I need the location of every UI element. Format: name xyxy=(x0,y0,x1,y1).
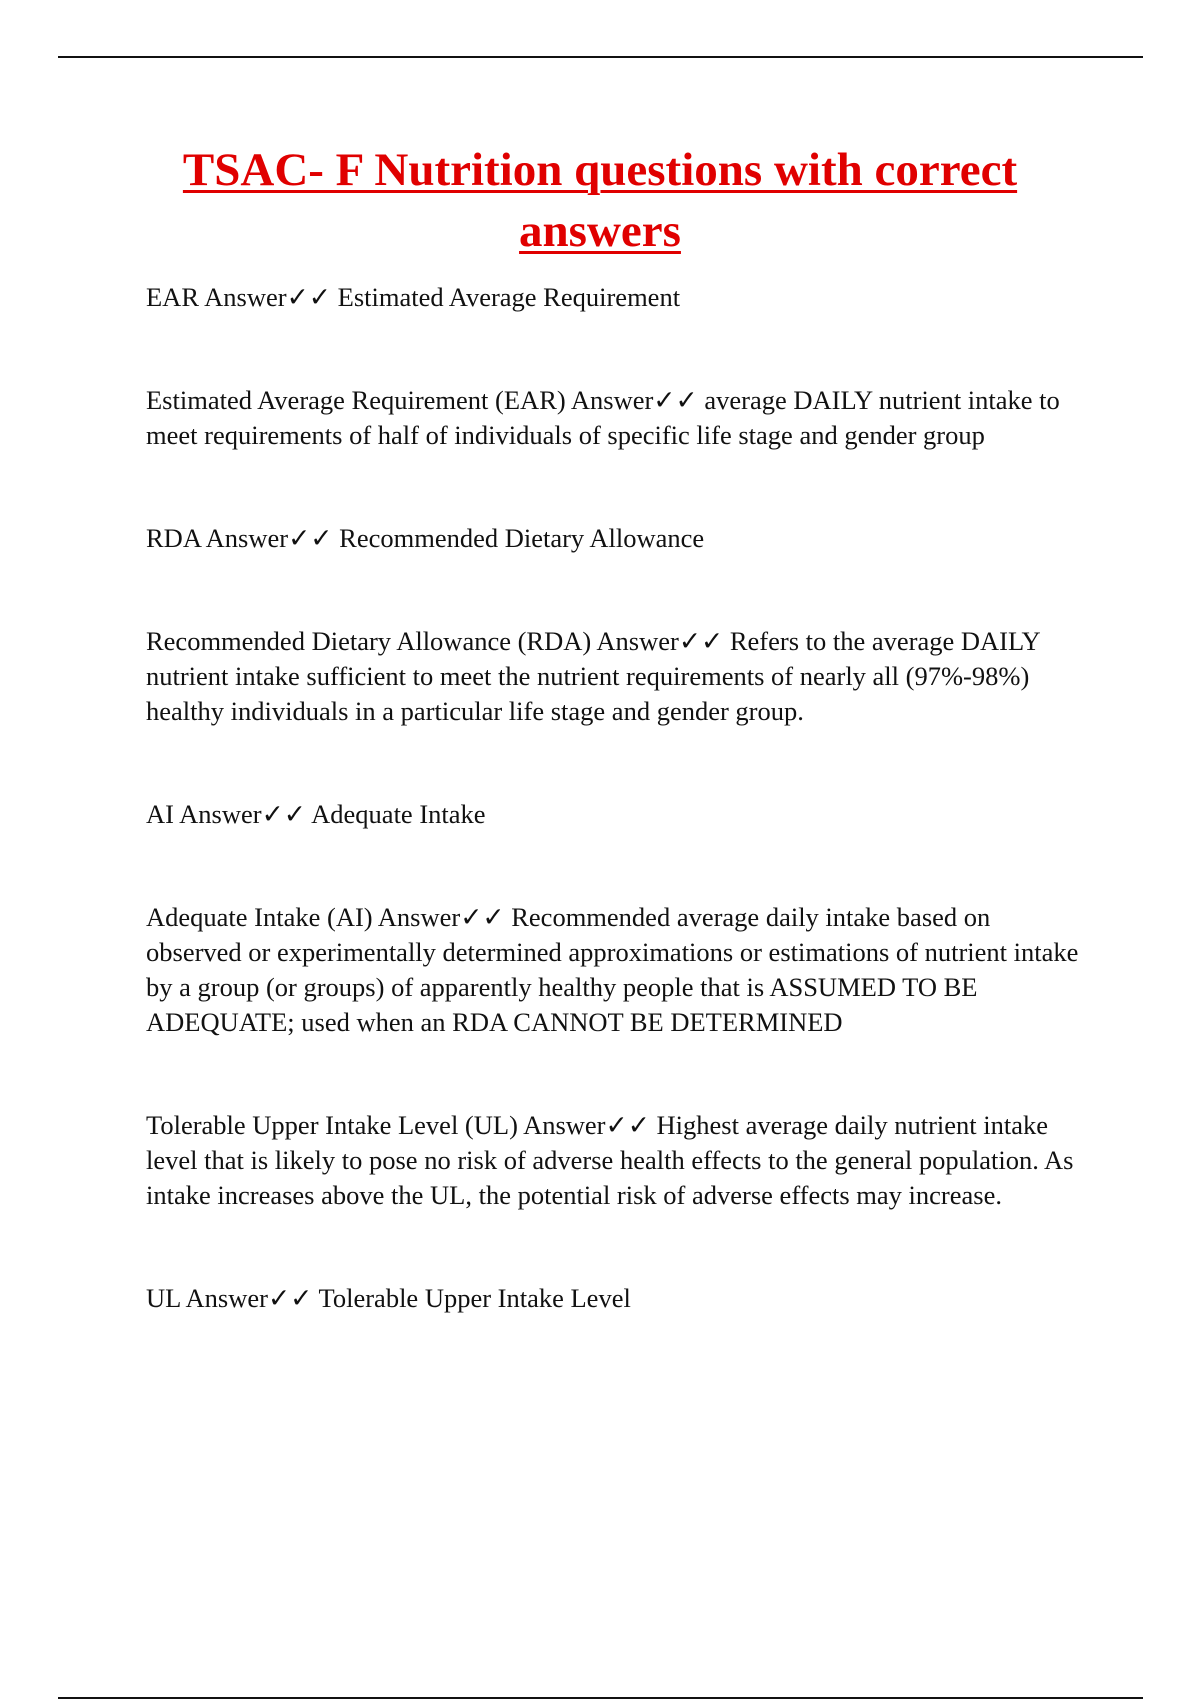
entry-answer-marker: Answer✓✓ xyxy=(377,902,505,932)
qa-entry-rda xyxy=(146,521,1086,556)
entry-answer-marker: Answer✓✓ xyxy=(179,799,306,829)
entry-answer: average DAILY nutrient intake to meet requirements of half of individuals of specific life stage and gender group xyxy=(146,385,1067,450)
document-title: TSAC- F Nutrition questions with correct answers xyxy=(182,144,1018,257)
qa-entry-ul-definition xyxy=(146,1108,1086,1213)
qa-entry-ul xyxy=(146,1281,1086,1316)
qa-list xyxy=(146,280,1086,1384)
top-rule xyxy=(58,56,1143,58)
qa-entry-ear xyxy=(146,280,1086,315)
entry-answer-marker: Answer✓✓ xyxy=(523,1110,650,1140)
entry-answer: Recommended average daily intake based on observed or experimentally determined approximations or estimations of nutrient intake by a group (or groups) of apparently healthy people that is ASSUMED TO BE ADEQUATE; used when an RDA CANNOT BE DETERMINED xyxy=(146,902,1086,1037)
entry-term: RDA xyxy=(146,523,201,553)
qa-entry-rda-definition xyxy=(146,624,1086,729)
qa-entry-ai xyxy=(146,797,1086,832)
entry-term: Tolerable Upper Intake Level (UL) xyxy=(146,1110,518,1140)
entry-answer-marker: Answer✓✓ xyxy=(205,523,333,553)
qa-entry-ai-definition xyxy=(146,900,1086,1040)
entry-term: Recommended Dietary Allowance (RDA) xyxy=(146,626,592,656)
entry-term: AI xyxy=(146,799,174,829)
entry-answer-marker: Answer✓✓ xyxy=(570,385,698,415)
entry-answer: Recommended Dietary Allowance xyxy=(339,523,705,553)
bottom-rule xyxy=(58,1697,1143,1699)
entry-answer: Adequate Intake xyxy=(311,799,486,829)
entry-answer: Refers to the average DAILY nutrient intake sufficient to meet the nutrient requirements of nearly all (97%-98%) healthy individuals in a particular life stage and gender group. xyxy=(146,626,1047,726)
entry-answer-marker: Answer✓✓ xyxy=(596,626,724,656)
entry-term: EAR xyxy=(146,282,199,312)
entry-answer: Tolerable Upper Intake Level xyxy=(318,1283,631,1313)
entry-term: Estimated Average Requirement (EAR) xyxy=(146,385,566,415)
entry-answer-marker: Answer✓✓ xyxy=(204,282,332,312)
entry-answer: Estimated Average Requirement xyxy=(337,282,681,312)
entry-term: UL xyxy=(146,1283,181,1313)
entry-answer: Highest average daily nutrient intake level that is likely to pose no risk of adverse health effects to the general population. As intake increases above the UL, the potential risk of adverse effects may increase. xyxy=(146,1110,1081,1210)
qa-entry-ear-definition xyxy=(146,383,1086,453)
entry-term: Adequate Intake (AI) xyxy=(146,902,373,932)
entry-answer-marker: Answer✓✓ xyxy=(185,1283,313,1313)
